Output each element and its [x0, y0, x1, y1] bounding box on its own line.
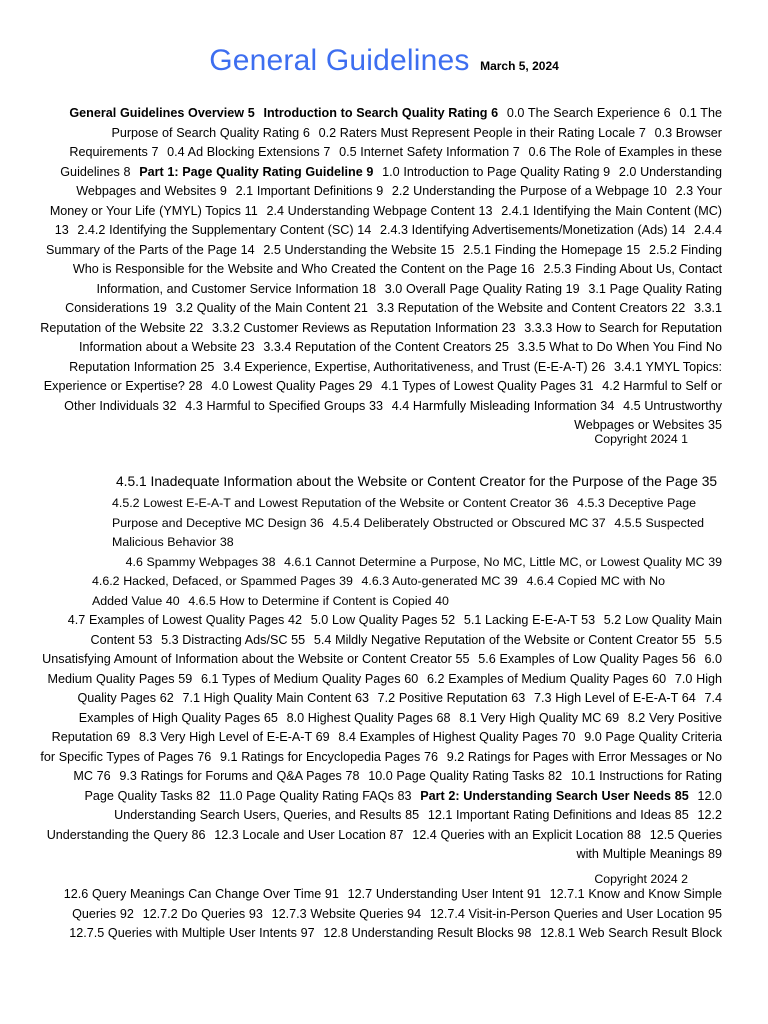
- toc-entry: 9.1 Ratings for Encyclopedia Pages 76: [219, 749, 439, 764]
- toc-entry: 12.7.5 Queries with Multiple User Intents 97: [69, 926, 315, 940]
- toc-entry: 3.3.1: [693, 301, 722, 315]
- toc-entry: Content 53: [90, 632, 153, 647]
- toc-entry: 1.0 Introduction to Page Quality Rating 9: [382, 164, 611, 179]
- toc-line: [112, 494, 727, 514]
- toc-entry: Unsatisfying Amount of Information about the Website or Content Creator 55: [42, 652, 470, 666]
- toc-entry: Examples of High Quality Pages 65: [78, 710, 278, 725]
- toc-part-heading: General Guidelines Overview 5: [69, 106, 255, 120]
- toc-entry: 4.7 Examples of Lowest Quality Pages 42: [67, 613, 303, 627]
- toc-entry: 12.7.1 Know and Know Simple: [549, 887, 722, 901]
- toc-entry: 2.3 Your: [675, 184, 722, 198]
- toc-entry: 4.1 Types of Lowest Quality Pages 31: [381, 379, 594, 393]
- toc-line: [40, 787, 727, 807]
- toc-entry: 4.6.3 Auto-generated MC 39: [361, 574, 518, 588]
- toc-block-page-3: [40, 885, 727, 944]
- toc-line: [40, 826, 727, 846]
- toc-entry: 2.2 Understanding the Purpose of a Webpage 10: [391, 184, 667, 198]
- toc-line: [40, 728, 727, 748]
- toc-entry: 0.4 Ad Blocking Extensions 7: [167, 145, 331, 159]
- toc-entry: 12.1 Important Rating Definitions and Ideas 85: [427, 808, 689, 822]
- toc-entry: 4.3 Harmful to Specified Groups 33: [185, 398, 383, 413]
- toc-entry: 0.1 The: [679, 106, 722, 120]
- toc-entry: 9.0 Page Quality Criteria: [584, 730, 722, 744]
- toc-part-heading: Part 2: Understanding Search User Needs 85: [420, 788, 689, 803]
- toc-entry: 4.6.4 Copied MC with No: [526, 574, 666, 588]
- toc-entry: 5.3 Distracting Ads/SC 55: [161, 632, 306, 647]
- toc-entry: 3.0 Overall Page Quality Rating 19: [384, 281, 580, 296]
- toc-entry: 2.4.3 Identifying Advertisements/Monetization (Ads) 14: [379, 223, 686, 237]
- toc-entry: 12.7.4 Visit-in-Person Queries and User Location 95: [429, 906, 722, 921]
- toc-entry: 4.2 Harmful to Self or: [602, 379, 722, 393]
- toc-entry: 5.4 Mildly Negative Reputation of the Website or Content Creator 55: [313, 632, 696, 647]
- toc-entry: 8.4 Examples of Highest Quality Pages 70: [338, 730, 576, 744]
- toc-entry: 12.7.2 Do Queries 93: [142, 906, 263, 921]
- toc-entry: 2.1 Important Definitions 9: [235, 184, 384, 198]
- copyright-page-2: Copyright 2024 2: [594, 872, 688, 886]
- toc-entry: Requirements 7: [69, 145, 159, 159]
- toc-entry: 2.4.4: [693, 223, 722, 237]
- toc-line: [40, 163, 727, 183]
- toc-entry: 0.0 The Search Experience 6: [506, 106, 671, 120]
- toc-entry: 4.4 Harmfully Misleading Information 34: [391, 398, 615, 413]
- toc-entry: 0.2 Raters Must Represent People in their Rating Locale 7: [318, 125, 646, 140]
- toc-line: [40, 143, 727, 163]
- toc-block-page-2a: [112, 494, 727, 553]
- toc-entry: 6.0: [704, 652, 722, 666]
- toc-entry: 12.4 Queries with an Explicit Location 88: [412, 827, 641, 842]
- toc-entry: Medium Quality Pages 59: [47, 671, 193, 686]
- toc-entry: Other Individuals 32: [64, 398, 177, 413]
- toc-entry: Reputation Information 25: [69, 359, 215, 374]
- toc-line: [40, 845, 727, 865]
- document-title: General Guidelines: [209, 44, 470, 77]
- toc-entry: Webpages and Websites 9: [76, 184, 227, 198]
- toc-entry: 3.3.2 Customer Reviews as Reputation Information 23: [211, 320, 516, 335]
- toc-entry: Considerations 19: [65, 301, 167, 315]
- toc-entry: 9.3 Ratings for Forums and Q&A Pages 78: [119, 769, 360, 783]
- toc-entry: 4.6.2 Hacked, Defaced, or Spammed Pages 39: [92, 574, 353, 588]
- toc-line: [40, 338, 727, 358]
- toc-line: [40, 650, 727, 670]
- toc-entry: 11.0 Page Quality Rating FAQs 83: [218, 788, 412, 803]
- toc-entry: 13: [54, 223, 69, 237]
- toc-entry: 0.3 Browser: [654, 125, 722, 140]
- toc-entry: Webpages or Websites 35: [574, 418, 722, 432]
- toc-entry: 4.5.4 Deliberately Obstructed or Obscured MC 37: [332, 515, 606, 530]
- toc-line: [40, 104, 727, 124]
- toc-block-page-2d: [40, 611, 727, 865]
- toc-entry: 12.2: [697, 808, 722, 822]
- toc-block-page-2c: [92, 572, 727, 611]
- toc-entry: 2.5.1 Finding the Homepage 15: [463, 242, 641, 257]
- toc-entry: 3.4 Experience, Expertise, Authoritativeness, and Trust (E-E-A-T) 26: [223, 359, 606, 374]
- toc-entry: Queries 92: [72, 906, 134, 921]
- toc-entry: 3.3 Reputation of the Website and Content Creators 22: [376, 301, 686, 315]
- toc-entry: 2.4.1 Identifying the Main Content (MC): [501, 203, 722, 218]
- toc-entry: 2.4 Understanding Webpage Content 13: [266, 203, 493, 218]
- toc-entry: MC 76: [73, 769, 111, 783]
- toc-entry: 7.0 High: [674, 671, 722, 686]
- toc-entry: Guidelines 8: [60, 164, 131, 179]
- toc-entry: 4.5.2 Lowest E-E-A-T and Lowest Reputation of the Website or Content Creator 36: [112, 496, 569, 510]
- toc-entry: 5.2 Low Quality Main: [603, 613, 722, 627]
- toc-entry: 4.5 Untrustworthy: [623, 398, 722, 413]
- toc-line: [40, 202, 727, 222]
- toc-entry: 10.1 Instructions for Rating: [570, 769, 722, 783]
- toc-line: [40, 377, 727, 397]
- toc-block-page-2b: [94, 553, 727, 573]
- toc-line: [40, 319, 727, 339]
- toc-entry: 12.8.1 Web Search Result Block: [540, 926, 722, 940]
- toc-entry: 6.1 Types of Medium Quality Pages 60: [201, 671, 419, 686]
- toc-line: [112, 533, 727, 553]
- toc-entry: 3.3.4 Reputation of the Content Creators 25: [263, 340, 509, 354]
- toc-line: [40, 631, 727, 651]
- toc-entry: 3.2 Quality of the Main Content 21: [175, 301, 368, 315]
- toc-entry: 12.7 Understanding User Intent 91: [347, 887, 541, 901]
- toc-entry: 3.3.5 What to Do When You Find No: [517, 340, 722, 354]
- toc-entry: 9.2 Ratings for Pages with Error Messages or No: [446, 749, 722, 764]
- toc-line: [40, 689, 727, 709]
- toc-entry: 3.3.3 How to Search for Reputation: [524, 320, 722, 335]
- toc-line: [40, 241, 727, 261]
- toc-entry: 4.6.5 How to Determine if Content is Copied 40: [188, 593, 449, 608]
- title-row: [0, 44, 768, 78]
- toc-entry: 5.0 Low Quality Pages 52: [310, 613, 456, 627]
- toc-entry: 3.4.1 YMYL Topics:: [614, 359, 722, 374]
- toc-entry: Understanding the Query 86: [46, 827, 206, 842]
- toc-entry: 12.6 Query Meanings Can Change Over Time 91: [63, 887, 339, 901]
- toc-line: [40, 124, 727, 144]
- toc-entry: Page Quality Tasks 82: [84, 788, 211, 803]
- toc-entry: 12.3 Locale and User Location 87: [214, 827, 404, 842]
- toc-line: [40, 280, 727, 300]
- toc-line: [94, 553, 727, 573]
- toc-line: [40, 885, 727, 905]
- toc-entry: Purpose of Search Quality Rating 6: [111, 125, 310, 140]
- toc-entry: 7.4: [704, 691, 722, 705]
- toc-block-page-1: [40, 104, 727, 436]
- toc-line: [40, 748, 727, 768]
- toc-entry: Purpose and Deceptive MC Design 36: [112, 515, 324, 530]
- toc-entry: 12.8 Understanding Result Blocks 98: [323, 926, 532, 940]
- toc-entry: Information, and Customer Service Information 18: [96, 281, 377, 296]
- toc-line: [40, 670, 727, 690]
- toc-entry: 2.4.2 Identifying the Supplementary Content (SC) 14: [77, 223, 372, 237]
- toc-line: [40, 709, 727, 729]
- toc-line: [112, 514, 727, 534]
- toc-entry: Information about a Website 23: [79, 340, 255, 354]
- toc-part-heading: Introduction to Search Quality Rating 6: [263, 106, 499, 120]
- toc-line: [40, 358, 727, 378]
- toc-entry: 5.5: [704, 632, 722, 647]
- toc-entry: 7.3 High Level of E-E-A-T 64: [534, 691, 696, 705]
- toc-entry: 2.5.3 Finding About Us, Contact: [543, 262, 722, 276]
- toc-entry: 12.7.3 Website Queries 94: [271, 906, 422, 921]
- toc-entry: Added Value 40: [92, 593, 180, 608]
- toc-entry: 8.1 Very High Quality MC 69: [459, 710, 620, 725]
- toc-entry: 8.3 Very High Level of E-E-A-T 69: [139, 730, 330, 744]
- toc-entry: 2.5.2 Finding: [648, 242, 722, 257]
- toc-entry: Reputation of the Website 22: [40, 320, 204, 335]
- toc-entry: with Multiple Meanings 89: [576, 847, 722, 861]
- toc-entry: Money or Your Life (YMYL) Topics 11: [49, 203, 258, 218]
- toc-entry: 7.2 Positive Reputation 63: [377, 691, 526, 705]
- toc-line: [40, 924, 727, 944]
- toc-line: [40, 611, 727, 631]
- toc-line: [40, 905, 727, 925]
- toc-entry: 10.0 Page Quality Rating Tasks 82: [368, 769, 563, 783]
- toc-entry: 12.5 Queries: [649, 827, 722, 842]
- toc-entry: 4.6.1 Cannot Determine a Purpose, No MC, Little MC, or Lowest Quality MC 39: [284, 555, 722, 569]
- toc-line: [92, 572, 727, 592]
- toc-entry: 8.0 Highest Quality Pages 68: [286, 710, 451, 725]
- toc-line: [40, 397, 727, 417]
- document-date: March 5, 2024: [480, 59, 559, 73]
- toc-entry: 2.5 Understanding the Website 15: [263, 242, 455, 257]
- toc-entry: 8.2 Very Positive: [627, 710, 722, 725]
- toc-entry: 0.5 Internet Safety Information 7: [339, 145, 520, 159]
- toc-entry: 2.0 Understanding: [618, 164, 722, 179]
- toc-entry: Summary of the Parts of the Page 14: [46, 242, 255, 257]
- toc-entry: 4.5.3 Deceptive Page: [577, 496, 697, 510]
- toc-entry: 7.1 High Quality Main Content 63: [182, 691, 369, 705]
- toc-line: [40, 182, 727, 202]
- toc-entry: 12.0: [697, 788, 722, 803]
- toc-line: [40, 260, 727, 280]
- toc-entry-4-5-1: 4.5.1 Inadequate Information about the Website or Content Creator for the Purpose of the Page 35: [116, 474, 718, 489]
- toc-entry: Who is Responsible for the Website and Who Created the Content on the Page 16: [72, 262, 535, 276]
- toc-line: [40, 806, 727, 826]
- toc-entry: 5.6 Examples of Low Quality Pages 56: [478, 652, 696, 666]
- copyright-page-1: Copyright 2024 1: [594, 432, 688, 446]
- toc-entry: 4.0 Lowest Quality Pages 29: [211, 379, 373, 393]
- toc-entry: Reputation 69: [51, 730, 131, 744]
- toc-line: [40, 299, 727, 319]
- toc-entry: Understanding Search Users, Queries, and Results 85: [114, 808, 420, 822]
- toc-entry: Experience or Expertise? 28: [43, 379, 203, 393]
- toc-line: [92, 592, 727, 612]
- toc-part-heading: Part 1: Page Quality Rating Guideline 9: [139, 164, 374, 179]
- toc-entry: 3.1 Page Quality Rating: [588, 281, 722, 296]
- toc-entry: 4.5.5 Suspected: [614, 515, 705, 530]
- toc-entry: for Specific Types of Pages 76: [40, 749, 212, 764]
- toc-entry: 5.1 Lacking E-E-A-T 53: [463, 613, 596, 627]
- toc-entry: 0.6 The Role of Examples in these: [528, 145, 722, 159]
- toc-entry: 4.6 Spammy Webpages 38: [125, 555, 276, 569]
- toc-entry: 6.2 Examples of Medium Quality Pages 60: [426, 671, 667, 686]
- toc-entry: Malicious Behavior 38: [112, 535, 234, 549]
- toc-line: [40, 767, 727, 787]
- toc-line: [40, 221, 727, 241]
- toc-entry: Quality Pages 62: [77, 691, 174, 705]
